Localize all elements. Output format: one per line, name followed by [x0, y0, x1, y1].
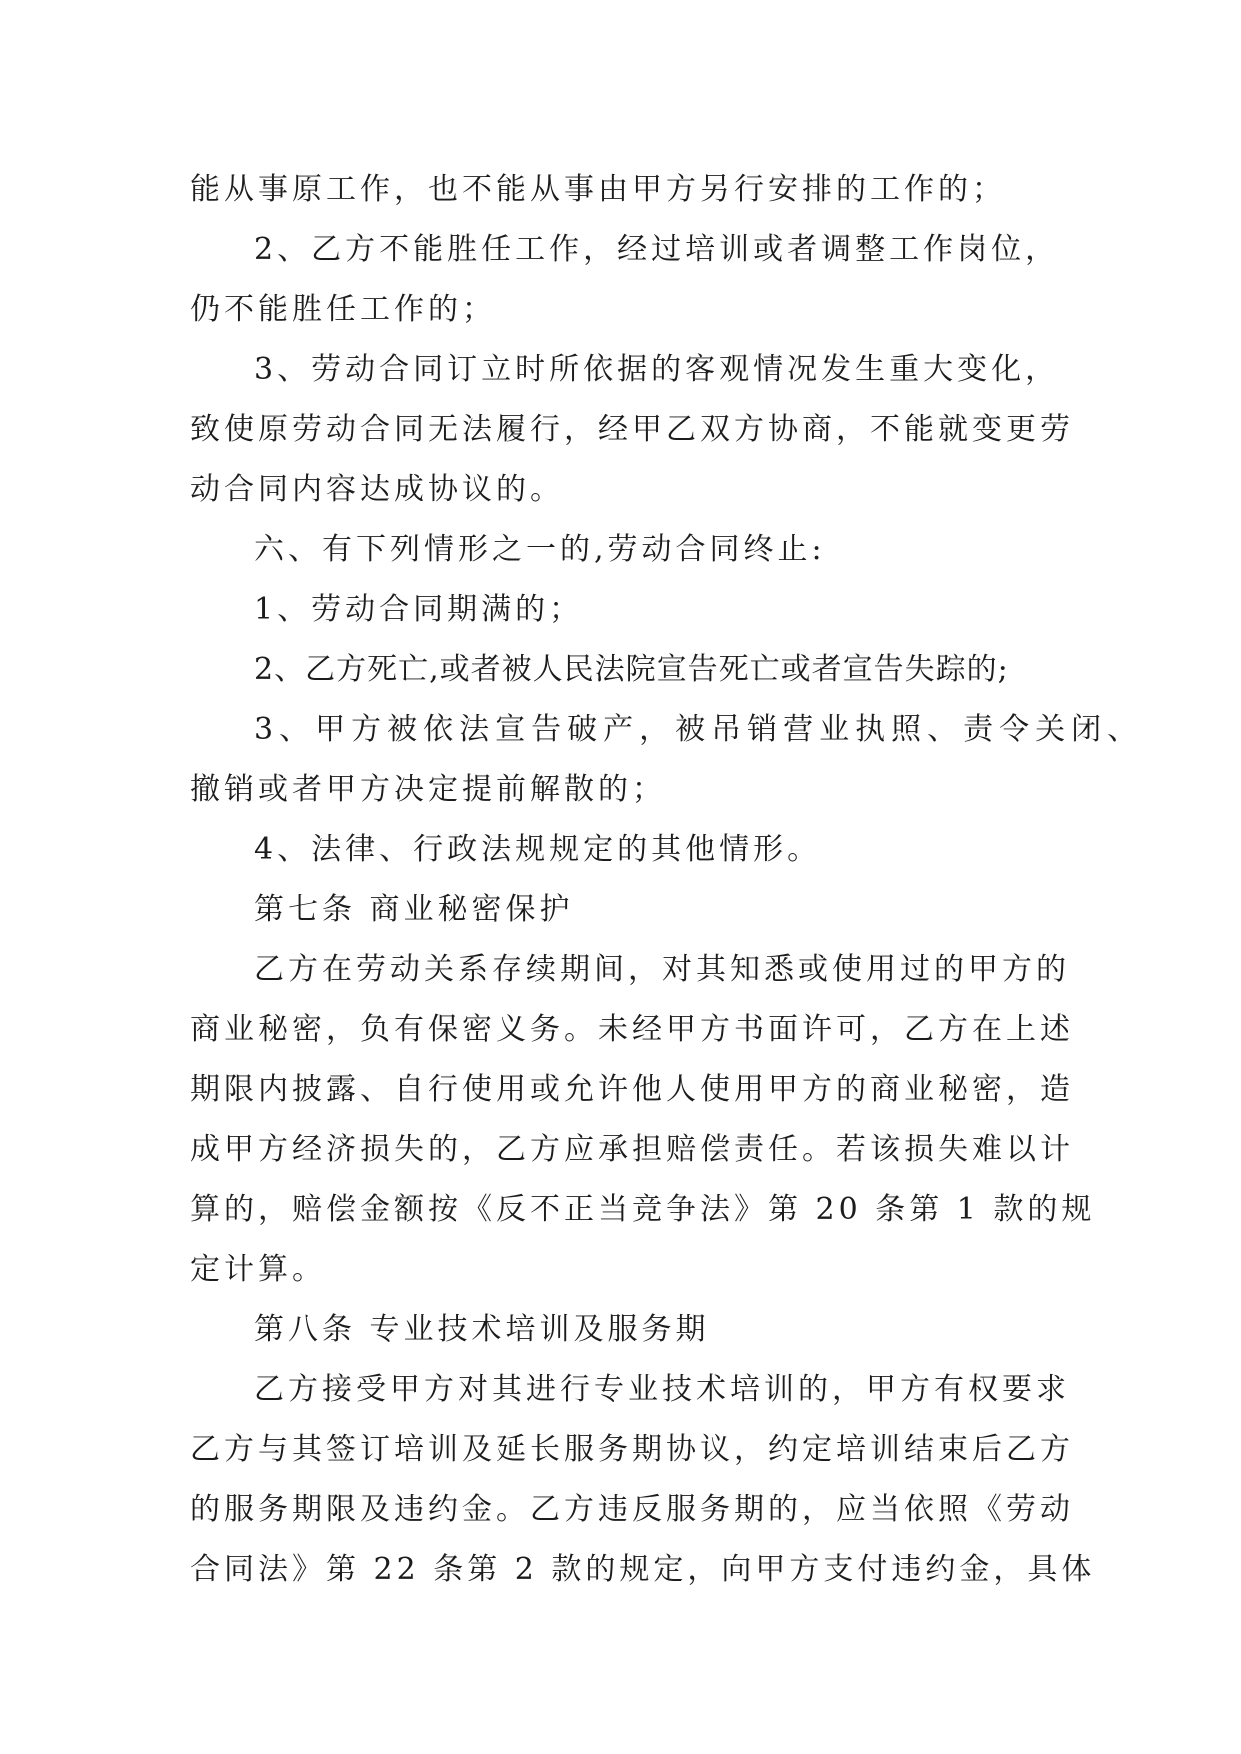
- text-line: 算的，赔偿金额按《反不正当竞争法》第 20 条第 1 款的规: [190, 1192, 1096, 1227]
- text-line: 乙方在劳动关系存续期间，对其知悉或使用过的甲方的: [254, 952, 1070, 987]
- text-line: 3、甲方被依法宣告破产，被吊销营业执照、责令关闭、: [254, 712, 1144, 747]
- text-line: 2、乙方不能胜任工作，经过培训或者调整工作岗位，: [254, 232, 1060, 267]
- text-line: 六、有下列情形之一的,劳动合同终止:: [254, 532, 826, 567]
- text-line: 商业秘密，负有保密义务。未经甲方书面许可，乙方在上述: [190, 1012, 1074, 1047]
- text-line: 2、乙方死亡,或者被人民法院宣告死亡或者宣告失踪的;: [254, 652, 1009, 687]
- text-line: 能从事原工作，也不能从事由甲方另行安排的工作的；: [190, 172, 1006, 207]
- text-line: 4、法律、行政法规规定的其他情形。: [254, 832, 822, 867]
- text-line: 乙方接受甲方对其进行专业技术培训的，甲方有权要求: [254, 1372, 1070, 1407]
- text-line: 动合同内容达成协议的。: [190, 472, 564, 507]
- section-heading: 第七条 商业秘密保护: [254, 892, 574, 927]
- section-heading: 第八条 专业技术培训及服务期: [254, 1312, 710, 1347]
- text-line: 1、劳动合同期满的；: [254, 592, 584, 627]
- text-line: 的服务期限及违约金。乙方违反服务期的，应当依照《劳动: [190, 1492, 1074, 1527]
- text-line: 期限内披露、自行使用或允许他人使用甲方的商业秘密，造: [190, 1072, 1074, 1107]
- text-line: 致使原劳动合同无法履行，经甲乙双方协商，不能就变更劳: [190, 412, 1074, 447]
- text-line: 撤销或者甲方决定提前解散的；: [190, 772, 666, 807]
- text-line: 合同法》第 22 条第 2 款的规定，向甲方支付违约金，具体: [190, 1552, 1096, 1587]
- text-line: 仍不能胜任工作的；: [190, 292, 496, 327]
- text-line: 乙方与其签订培训及延长服务期协议，约定培训结束后乙方: [190, 1432, 1074, 1467]
- text-line: 定计算。: [190, 1252, 326, 1287]
- text-line: 3、劳动合同订立时所依据的客观情况发生重大变化，: [254, 352, 1060, 387]
- text-line: 成甲方经济损失的，乙方应承担赔偿责任。若该损失难以计: [190, 1132, 1074, 1167]
